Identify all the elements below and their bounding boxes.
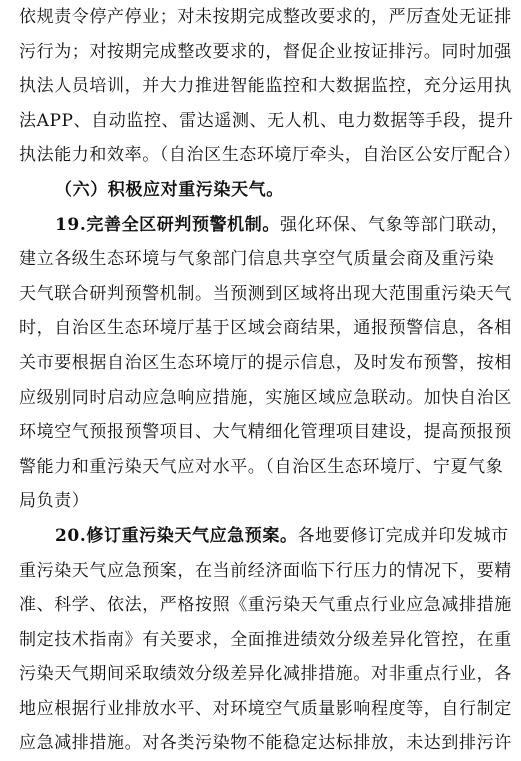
item-19-first-line-text: 强化环保、气象等部门联动， xyxy=(279,214,509,235)
body-line: 应急减排措施。对各类污染物不能稳定达标排放，未达到排污许 xyxy=(19,733,512,754)
item-20-first-line xyxy=(19,519,509,554)
body-line: 准、科学、依法，严格按照《重污染天气重点行业应急减排措施 xyxy=(19,595,512,616)
body-line: 执法人员培训，并大力推进智能监控和大数据监控，充分运用执 xyxy=(19,76,512,97)
body-line: 环境空气预报预警项目、大气精细化管理项目建设，提高预报预 xyxy=(19,422,512,443)
body-line: 重污染天气应急预案，在当前经济面临下行压力的情况下，要精 xyxy=(19,560,512,581)
body-line: 天气联合研判预警机制。当预测到区域将出现大范围重污染天气 xyxy=(19,283,512,304)
body-line: 污行为；对按期完成整改要求的，督促企业按证排污。同时加强 xyxy=(19,41,512,62)
body-line: 关市要根据自治区生态环境厅的提示信息，及时发布预警，按相 xyxy=(19,352,512,373)
body-line: 地应根据行业排放水平、对环境空气质量影响程度等，自行制定 xyxy=(19,698,512,719)
body-line: 建立各级生态环境与气象部门信息共享空气质量会商及重污染 xyxy=(19,249,495,270)
body-line: 污染天气期间采取绩效分级差异化减排措施。对非重点行业，各 xyxy=(19,664,512,685)
body-line: 时，自治区生态环境厅基于区域会商结果，通报预警信息，各相 xyxy=(19,318,512,339)
body-line: 执法能力和效率。（自治区生态环境厅牵头，自治区公安厅配合） xyxy=(19,145,521,166)
body-line: 制定技术指南》有关要求，全面推进绩效分级差异化管控，在重 xyxy=(19,629,512,650)
section-heading: （六）积极应对重污染天气。 xyxy=(55,179,284,200)
item-19-first-line xyxy=(19,208,509,243)
body-line: 警能力和重污染天气应对水平。（自治区生态环境厅、宁夏气象 xyxy=(19,456,504,477)
item-20-title: 20.修订重污染天气应急预案。 xyxy=(55,525,298,546)
body-line: 法APP、自动监控、雷达遥测、无人机、电力数据等手段，提升 xyxy=(19,110,514,131)
body-line: 应级别同时启动应急响应措施，实施区域应急联动。加快自治区 xyxy=(19,387,512,408)
item-19-title: 19.完善全区研判预警机制。 xyxy=(55,214,280,235)
body-line: 依规责令停产停业；对未按期完成整改要求的，严厉查处无证排 xyxy=(19,7,512,27)
document-page xyxy=(19,0,521,761)
item-20-first-line-text: 各地要修订完成并印发城市 xyxy=(297,525,509,546)
body-line: 局负责） xyxy=(19,491,90,512)
